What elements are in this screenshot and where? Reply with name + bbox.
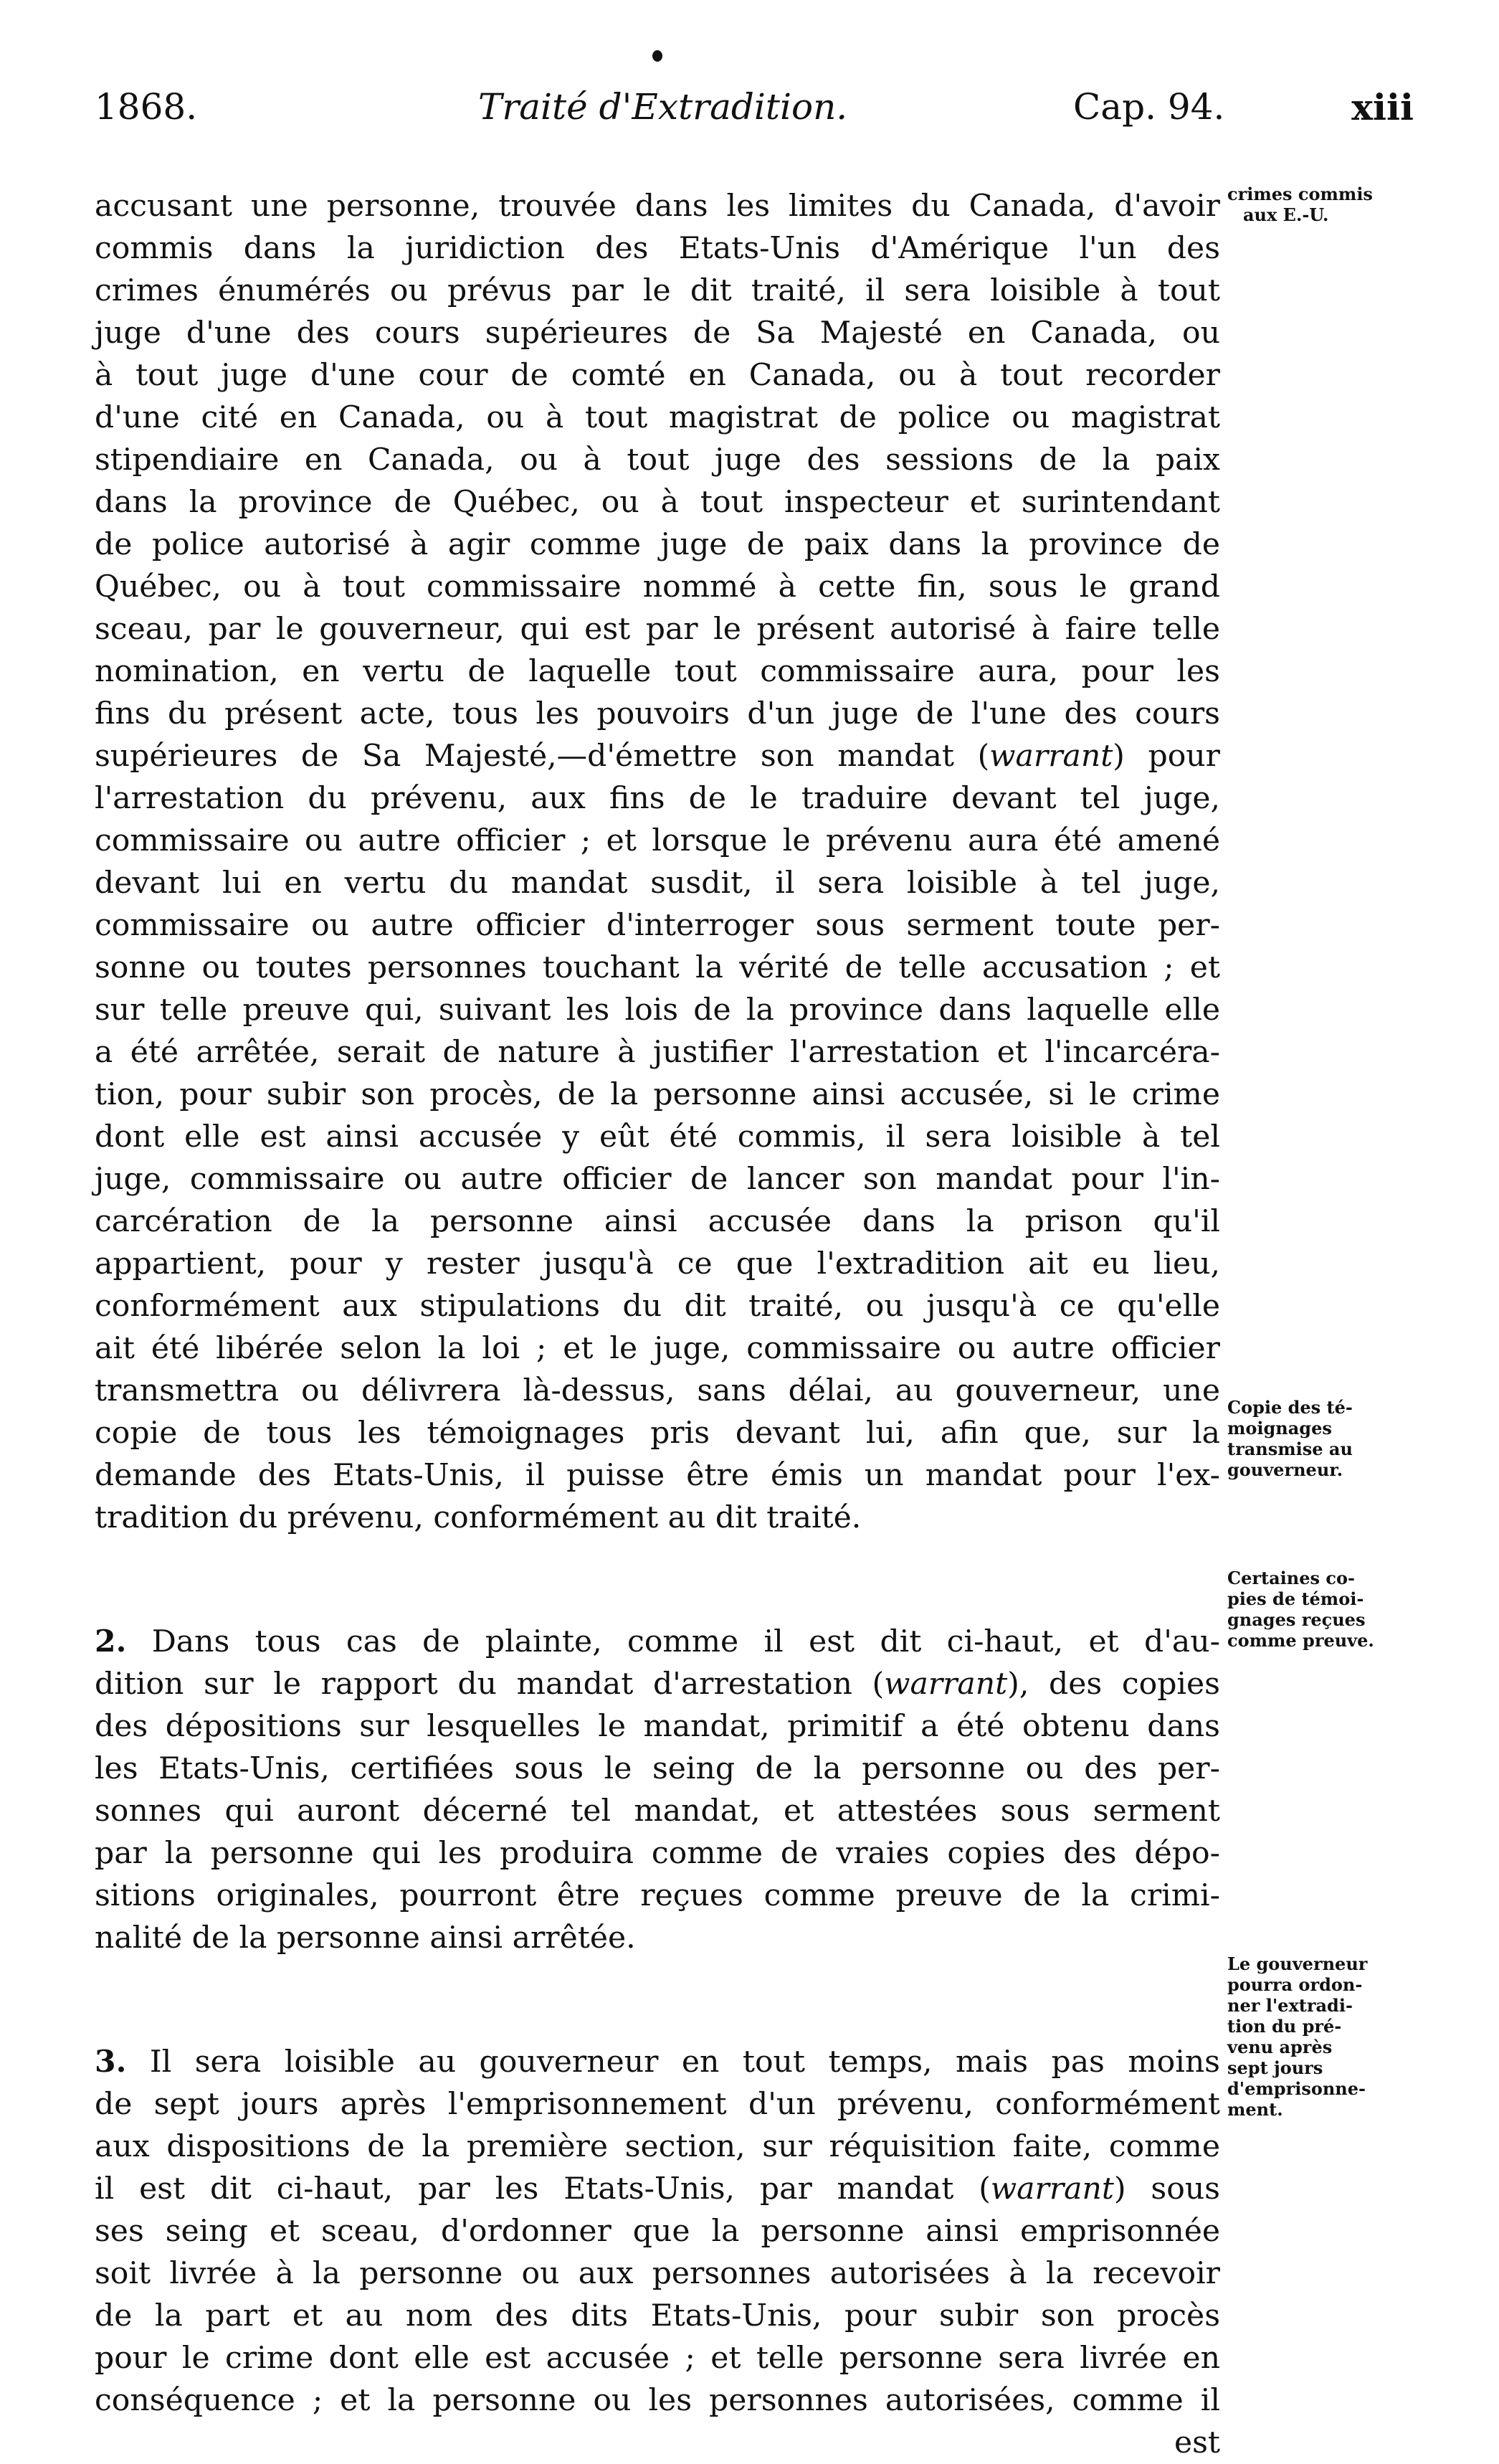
paragraph-gap bbox=[95, 1539, 1220, 1621]
text-line bbox=[95, 1158, 1220, 1200]
body-text bbox=[95, 185, 1220, 2464]
header-chapter: Cap. 94. bbox=[1073, 86, 1225, 128]
line-text: de la part et au nom des dits Etats-Unis, pour subir son procès bbox=[95, 2298, 1220, 2333]
line-text: Dans tous cas de plainte, comme il est dit ci-haut, et d'au- bbox=[126, 1624, 1220, 1659]
sidenote-line: Copie des té- bbox=[1227, 1397, 1353, 1418]
text-line bbox=[95, 904, 1220, 947]
text-line bbox=[95, 777, 1220, 820]
line-text: copie de tous les témoignages pris devant lui, afin que, sur la bbox=[95, 1416, 1220, 1451]
text-line bbox=[95, 2210, 1220, 2252]
text-line bbox=[95, 1116, 1220, 1158]
sidenote-line: Le gouverneur bbox=[1227, 1953, 1368, 1974]
line-text: l'arrestation du prévenu, aux fins de le traduire devant tel juge, bbox=[95, 781, 1220, 816]
text-line bbox=[95, 1243, 1220, 1285]
sidenote-line: ner l'extradi- bbox=[1227, 1995, 1353, 2016]
text-line bbox=[95, 227, 1220, 270]
text-line bbox=[95, 862, 1220, 904]
line-text: Il sera loisible au gouverneur en tout temps, mais pas moins bbox=[126, 2044, 1220, 2080]
line-text: dont elle est ainsi accusée y eût été commis, il sera loisible à tel bbox=[95, 1119, 1220, 1155]
text-line bbox=[95, 1621, 1220, 1663]
line-text: sitions originales, pourront être reçues comme preuve de la crimi- bbox=[95, 1878, 1220, 1913]
paragraph bbox=[95, 2041, 1220, 2464]
line-text: des dépositions sur lesquelles le mandat, primitif a été obtenu dans bbox=[95, 1709, 1220, 1744]
sidenote-line: moignages bbox=[1227, 1418, 1332, 1439]
ink-mark bbox=[652, 50, 662, 62]
text-line bbox=[95, 2126, 1220, 2168]
line-text: a été arrêtée, serait de nature à justifier l'arrestation et l'incarcéra- bbox=[95, 1035, 1220, 1070]
sidenote-gouverneur bbox=[1227, 1953, 1421, 2120]
line-text: par la personne qui les produira comme de vraies copies des dépo- bbox=[95, 1836, 1220, 1871]
sidenote-line: pourra ordon- bbox=[1227, 1974, 1363, 1995]
text-line bbox=[95, 481, 1220, 523]
line-text: supérieures de Sa Majesté,—d'émettre son mandat (warrant) pour bbox=[95, 739, 1220, 774]
text-line bbox=[95, 1748, 1220, 1790]
text-line bbox=[95, 1327, 1220, 1370]
italic-term: warrant bbox=[990, 2171, 1114, 2207]
line-text: appartient, pour y rester jusqu'à ce que l'extradition ait eu lieu, bbox=[95, 1246, 1220, 1281]
line-text: de sept jours après l'emprisonnement d'un prévenu, conformément bbox=[95, 2087, 1220, 2122]
paragraph bbox=[95, 1621, 1220, 1959]
sidenote-line: tion du pré- bbox=[1227, 2016, 1342, 2037]
line-text: de police autorisé à agir comme juge de paix dans la province de bbox=[95, 527, 1220, 562]
text-line bbox=[95, 2379, 1220, 2422]
line-text: ses seing et sceau, d'ordonner que la personne ainsi emprisonnée bbox=[95, 2214, 1220, 2249]
line-text: ait été libérée selon la loi ; et le juge, commissaire ou autre officier bbox=[95, 1331, 1220, 1366]
sidenote-line: crimes commis bbox=[1227, 184, 1373, 204]
text-line bbox=[95, 1790, 1220, 1832]
section-number: 2. bbox=[95, 1624, 127, 1659]
line-text: est bbox=[1174, 2425, 1220, 2460]
line-text: stipendiaire en Canada, ou à tout juge des sessions de la paix bbox=[95, 442, 1220, 478]
sidenote-line: pies de témoi- bbox=[1227, 1588, 1364, 1609]
text-line bbox=[95, 312, 1220, 354]
text-line bbox=[95, 1832, 1220, 1875]
sidenote-copie bbox=[1227, 1397, 1421, 1480]
line-text: transmettra ou délivrera là-dessus, sans délai, au gouverneur, une bbox=[95, 1373, 1220, 1408]
line-text: d'une cité en Canada, ou à tout magistrat de police ou magistrat bbox=[95, 400, 1220, 435]
line-text: conformément aux stipulations du dit traité, ou jusqu'à ce qu'elle bbox=[95, 1289, 1220, 1324]
line-text: sceau, par le gouverneur, qui est par le présent autorisé à faire telle bbox=[95, 612, 1220, 647]
text-line bbox=[95, 2168, 1220, 2210]
text-line bbox=[95, 1663, 1220, 1705]
text-line bbox=[95, 820, 1220, 862]
line-text: aux dispositions de la première section, sur réquisition faite, comme bbox=[95, 2129, 1220, 2164]
sidenote-certaines bbox=[1227, 1568, 1421, 1651]
section-number: 3. bbox=[95, 2044, 127, 2080]
line-text: devant lui en vertu du mandat susdit, il sera loisible à tel juge, bbox=[95, 866, 1220, 901]
line-text: nomination, en vertu de laquelle tout commissaire aura, pour les bbox=[95, 654, 1220, 689]
text-line bbox=[95, 693, 1220, 735]
text-line bbox=[95, 1705, 1220, 1748]
line-text: demande des Etats-Unis, il puisse être émis un mandat pour l'ex- bbox=[95, 1458, 1220, 1493]
line-text: sur telle preuve qui, suivant les lois de la province dans laquelle elle bbox=[95, 992, 1220, 1028]
line-text: à tout juge d'une cour de comté en Canada, ou à tout recorder bbox=[95, 358, 1220, 393]
line-text: tradition du prévenu, conformément au dit traité. bbox=[95, 1500, 862, 1535]
text-line bbox=[95, 947, 1220, 989]
header-page-number: xiii bbox=[1351, 86, 1414, 128]
line-text: il est dit ci-haut, par les Etats-Unis, par mandat (warrant) sous bbox=[95, 2171, 1220, 2207]
sidenote-line: comme preuve. bbox=[1227, 1630, 1374, 1651]
header-year: 1868. bbox=[95, 86, 198, 128]
text-line bbox=[95, 185, 1220, 227]
line-text: sonnes qui auront décerné tel mandat, et attestées sous serment bbox=[95, 1793, 1220, 1829]
text-line bbox=[95, 735, 1220, 777]
text-line bbox=[95, 650, 1220, 693]
text-line bbox=[95, 1285, 1220, 1327]
line-text: juge, commissaire ou autre officier de lancer son mandat pour l'in- bbox=[95, 1162, 1220, 1197]
paragraph-gap bbox=[95, 1959, 1220, 2041]
text-line bbox=[95, 397, 1220, 439]
sidenote-line: Certaines co- bbox=[1227, 1568, 1355, 1588]
text-line bbox=[95, 989, 1220, 1031]
text-line bbox=[95, 1497, 1220, 1539]
line-text: fins du présent acte, tous les pouvoirs d'un juge de l'une des cours bbox=[95, 696, 1220, 731]
text-line bbox=[95, 608, 1220, 650]
running-header bbox=[95, 86, 1414, 143]
text-line bbox=[95, 2083, 1220, 2126]
text-line bbox=[95, 270, 1220, 312]
line-text: crimes énumérés ou prévus par le dit traité, il sera loisible à tout bbox=[95, 273, 1220, 308]
text-line bbox=[95, 354, 1220, 397]
paragraph bbox=[95, 185, 1220, 1539]
sidenote-line: ment. bbox=[1227, 2099, 1283, 2120]
line-text: commissaire ou autre officier ; et lorsque le prévenu aura été amené bbox=[95, 823, 1220, 858]
text-line bbox=[95, 1917, 1220, 1959]
text-line bbox=[95, 1074, 1220, 1116]
line-text: nalité de la personne ainsi arrêtée. bbox=[95, 1920, 636, 1956]
sidenote-line: d'emprisonne- bbox=[1227, 2078, 1366, 2099]
text-line bbox=[95, 1454, 1220, 1497]
text-line bbox=[95, 439, 1220, 481]
sidenote-line: gnages reçues bbox=[1227, 1609, 1366, 1630]
line-text: Québec, ou à tout commissaire nommé à cette fin, sous le grand bbox=[95, 569, 1220, 605]
text-line bbox=[95, 1200, 1220, 1243]
line-text: commis dans la juridiction des Etats-Unis d'Amérique l'un des bbox=[95, 231, 1220, 266]
italic-term: warrant bbox=[884, 1667, 1008, 1702]
line-text: carcération de la personne ainsi accusée dans la prison qu'il bbox=[95, 1204, 1220, 1239]
italic-term: warrant bbox=[989, 739, 1113, 774]
line-text: juge d'une des cours supérieures de Sa Majesté en Canada, ou bbox=[95, 316, 1220, 351]
text-line bbox=[95, 1875, 1220, 1917]
sidenote-line: venu après bbox=[1227, 2037, 1333, 2057]
line-text: soit livrée à la personne ou aux personnes autorisées à la recevoir bbox=[95, 2256, 1220, 2291]
text-line bbox=[95, 1031, 1220, 1074]
sidenote-line: transmise au bbox=[1227, 1439, 1353, 1459]
text-line bbox=[95, 2041, 1220, 2083]
sidenote-line: sept jours bbox=[1227, 2057, 1323, 2078]
text-line bbox=[95, 2295, 1220, 2337]
text-line bbox=[95, 2422, 1220, 2464]
text-line bbox=[95, 523, 1220, 566]
text-line bbox=[95, 2252, 1220, 2295]
text-line bbox=[95, 2337, 1220, 2379]
line-text: sonne ou toutes personnes touchant la vérité de telle accusation ; et bbox=[95, 950, 1220, 985]
sidenote-line: aux E.-U. bbox=[1243, 204, 1329, 225]
line-text: conséquence ; et la personne ou les personnes autorisées, comme il bbox=[95, 2383, 1220, 2418]
text-line bbox=[95, 566, 1220, 608]
header-title: Traité d'Extradition. bbox=[478, 86, 848, 128]
sidenote-line: gouverneur. bbox=[1227, 1459, 1343, 1480]
line-text: commissaire ou autre officier d'interroger sous serment toute per- bbox=[95, 908, 1220, 943]
line-text: les Etats-Unis, certifiées sous le seing de la personne ou des per- bbox=[95, 1751, 1220, 1786]
line-text: accusant une personne, trouvée dans les limites du Canada, d'avoir bbox=[95, 189, 1220, 224]
sidenote-crimes bbox=[1227, 184, 1421, 225]
line-text: tion, pour subir son procès, de la personne ainsi accusée, si le crime bbox=[95, 1077, 1220, 1112]
line-text: pour le crime dont elle est accusée ; et telle personne sera livrée en bbox=[95, 2341, 1220, 2376]
line-text: dans la province de Québec, ou à tout inspecteur et surintendant bbox=[95, 485, 1220, 520]
text-line bbox=[95, 1412, 1220, 1454]
text-line bbox=[95, 1370, 1220, 1412]
line-text: dition sur le rapport du mandat d'arrestation (warrant), des copies bbox=[95, 1667, 1220, 1702]
